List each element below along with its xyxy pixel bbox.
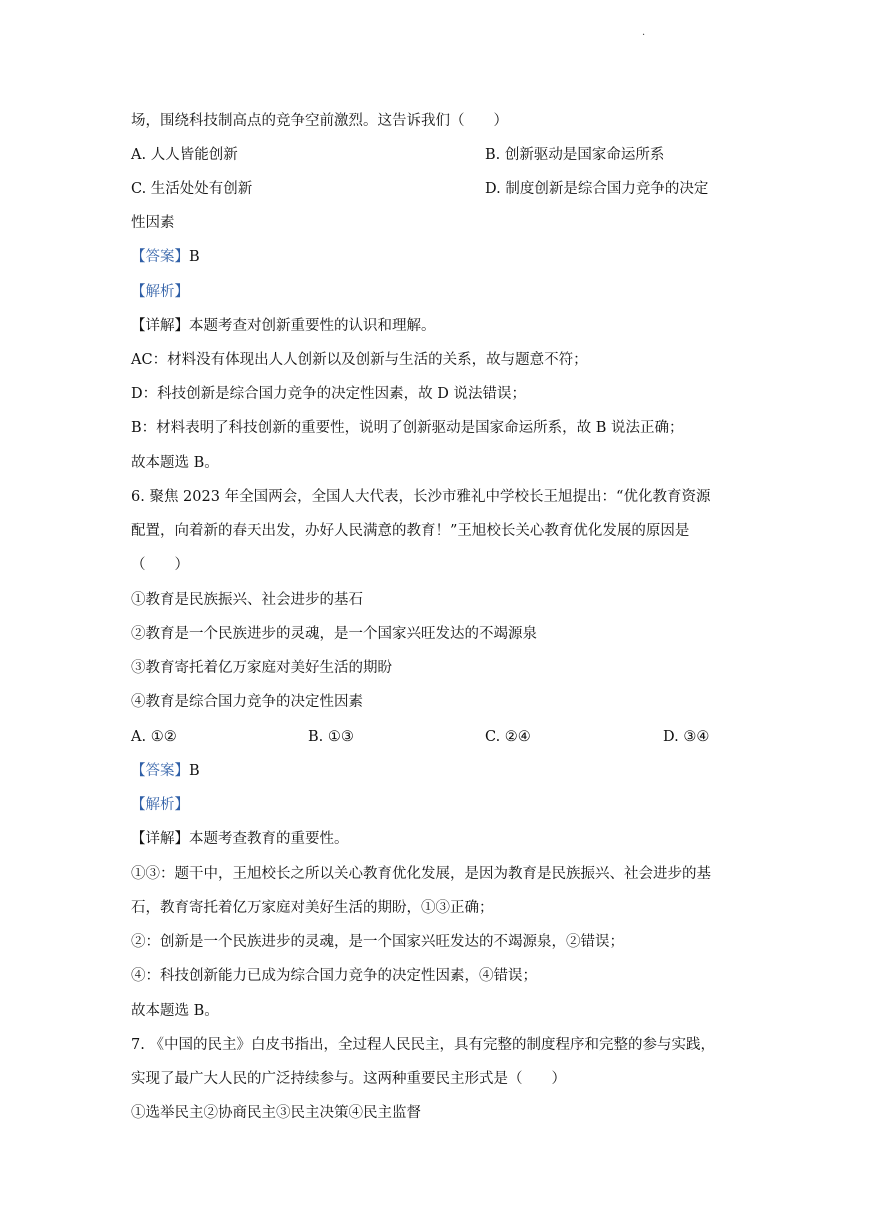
q5-analysis-line: D：科技创新是综合国力竞争的决定性因素，故 D 说法错误； <box>131 386 526 402</box>
q6-option-b: B. ①③ <box>308 729 354 745</box>
q6-analysis-line: 石，教育寄托着亿万家庭对美好生活的期盼，①③正确； <box>131 900 494 916</box>
q6-item: ②教育是一个民族进步的灵魂，是一个国家兴旺发达的不竭源泉 <box>131 626 537 642</box>
q6-answer <box>131 761 200 781</box>
q5-option-d-continued: 性因素 <box>131 215 175 231</box>
q6-analysis-line: ①③：题干中，王旭校长之所以关心教育优化发展，是因为教育是民族振兴、社会进步的基 <box>131 866 711 882</box>
q5-analysis-label: 【解析】 <box>131 284 189 300</box>
q5-analysis-line: AC：材料没有体现出人人创新以及创新与生活的关系，故与题意不符； <box>131 352 588 368</box>
q6-item: ③教育寄托着亿万家庭对美好生活的期盼 <box>131 660 392 676</box>
q5-answer <box>131 247 200 267</box>
q6-stem-line: （ ） <box>131 557 189 573</box>
q6-item: ①教育是民族振兴、社会进步的基石 <box>131 592 363 608</box>
q6-item: ④教育是综合国力竞争的决定性因素 <box>131 694 363 710</box>
q6-stem-line: 配置，向着新的春天出发，办好人民满意的教育！”王旭校长关心教育优化发展的原因是 <box>131 523 690 539</box>
q5-option-b: B. 创新驱动是国家命运所系 <box>485 147 665 163</box>
q6-analysis-line: ④：科技创新能力已成为综合国力竞争的决定性因素，④错误； <box>131 968 537 984</box>
q5-answer-label: 【答案】 <box>131 249 189 265</box>
q5-conclusion: 故本题选 B。 <box>131 455 219 471</box>
q7-items: ①选举民主②协商民主③民主决策④民主监督 <box>131 1105 421 1121</box>
q6-analysis-label: 【解析】 <box>131 797 189 813</box>
q5-detail: 【详解】本题考查对创新重要性的认识和理解。 <box>131 318 436 334</box>
header-mark: · <box>642 30 646 41</box>
q6-analysis-line: ②：创新是一个民族进步的灵魂，是一个国家兴旺发达的不竭源泉，②错误； <box>131 934 624 950</box>
q6-answer-value: B <box>189 763 200 779</box>
q5-option-c: C. 生活处处有创新 <box>131 181 253 197</box>
q6-answer-label: 【答案】 <box>131 763 189 779</box>
q6-conclusion: 故本题选 B。 <box>131 1003 219 1019</box>
q6-option-a: A. ①② <box>131 729 177 745</box>
q5-option-a: A. 人人皆能创新 <box>131 147 238 163</box>
q7-stem-line: 实现了最广大人民的广泛持续参与。这两种重要民主形式是（ ） <box>131 1071 566 1087</box>
q6-detail: 【详解】本题考查教育的重要性。 <box>131 831 349 847</box>
q5-answer-value: B <box>189 249 200 265</box>
q5-stem-tail: 场，围绕科技制高点的竞争空前激烈。这告诉我们（ ） <box>131 113 508 129</box>
q5-option-d: D. 制度创新是综合国力竞争的决定 <box>485 181 709 197</box>
q6-option-d: D. ③④ <box>663 729 710 745</box>
q7-stem-line: 7. 《中国的民主》白皮书指出，全过程人民民主，具有完整的制度程序和完整的参与实践， <box>131 1037 715 1053</box>
q6-option-c: C. ②④ <box>485 729 531 745</box>
q6-stem-line: 6. 聚焦 2023 年全国两会，全国人大代表，长沙市雅礼中学校长王旭提出：“优化教育资源 <box>131 489 711 505</box>
q5-analysis-line: B：材料表明了科技创新的重要性，说明了创新驱动是国家命运所系，故 B 说法正确； <box>131 420 684 436</box>
